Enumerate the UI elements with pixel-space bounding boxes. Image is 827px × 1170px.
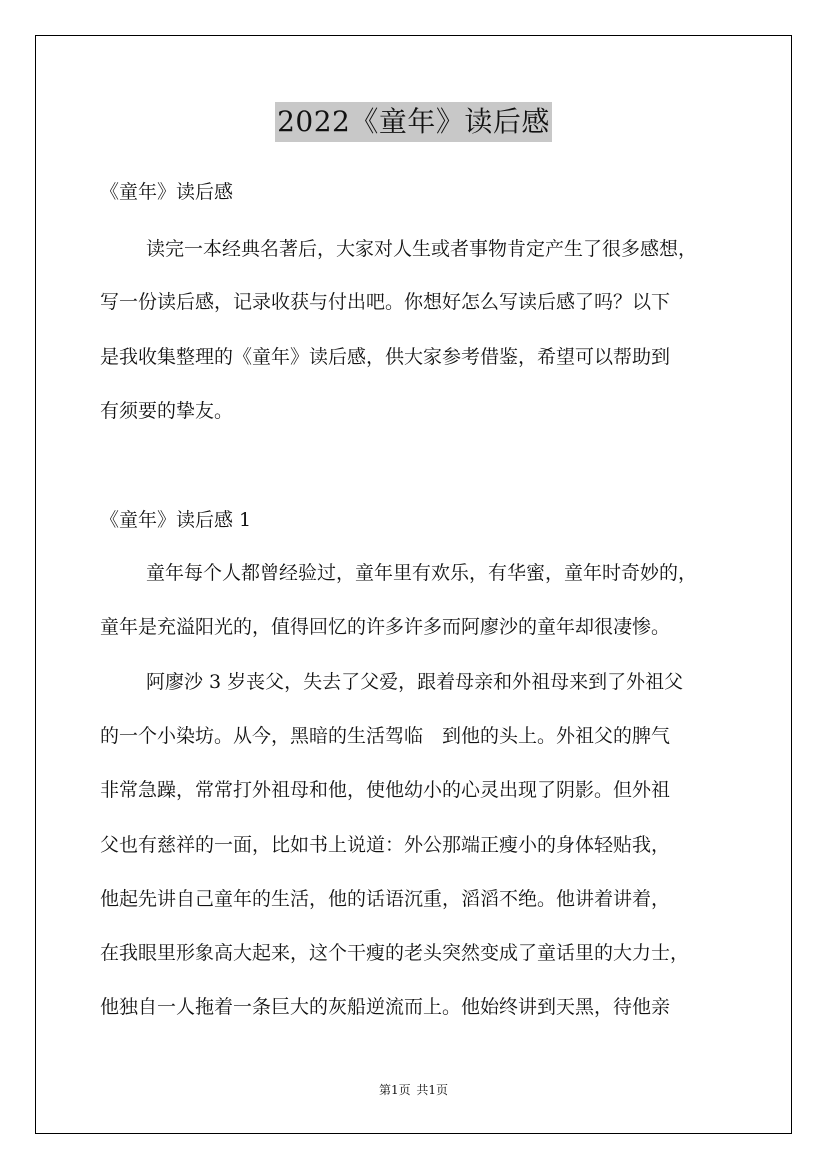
total-pages: 共1页 [416,1083,449,1097]
paragraph-line: 他起先讲自己童年的生活，他的话语沉重，滔滔不绝。他讲着讲着， [100,888,671,910]
subtitle-line: 《童年》读后感 [100,181,234,203]
paragraph-line: 读完一本经典名著后，大家对人生或者事物肯定产生了很多感想， [146,238,698,260]
paragraph-line: 的一个小染坊。从今，黑暗的生活驾临 到他的头上。外祖父的脾气 [100,725,671,747]
paragraph-line: 是我收集整理的《童年》读后感，供大家参考借鉴，希望可以帮助到 [100,346,671,368]
paragraph-line: 在我眼里形象高大起来，这个干瘦的老头突然变成了童话里的大力士， [100,942,690,964]
paragraph-line: 阿廖沙 3 岁丧父，失去了父爱，跟着母亲和外祖母来到了外祖父 [146,671,684,693]
title-container [0,102,827,142]
paragraph-line: 父也有慈祥的一面，比如书上说道：外公那端正瘦小的身体轻贴我， [100,834,671,856]
page-number: 第1页 [378,1083,411,1097]
paragraph-line: 有须要的挚友。 [100,400,234,422]
document-title: 2022《童年》读后感 [275,102,552,142]
paragraph-line: 非常急躁，常常打外祖母和他，使他幼小的心灵出现了阴影。但外祖 [100,779,671,801]
paragraph-line: 童年每个人都曾经验过，童年里有欢乐，有华蜜，童年时奇妙的， [146,562,698,584]
paragraph-line: 童年是充溢阳光的，值得回忆的许多许多而阿廖沙的童年却很凄惨。 [100,616,671,638]
section-heading: 《童年》读后感 1 [100,509,252,531]
paragraph-line: 他独自一人拖着一条巨大的灰船逆流而上。他始终讲到天黑，待他亲 [100,996,671,1018]
page-footer [0,1082,827,1098]
paragraph-line: 写一份读后感，记录收获与付出吧。你想好怎么写读后感了吗？以下 [100,291,671,313]
